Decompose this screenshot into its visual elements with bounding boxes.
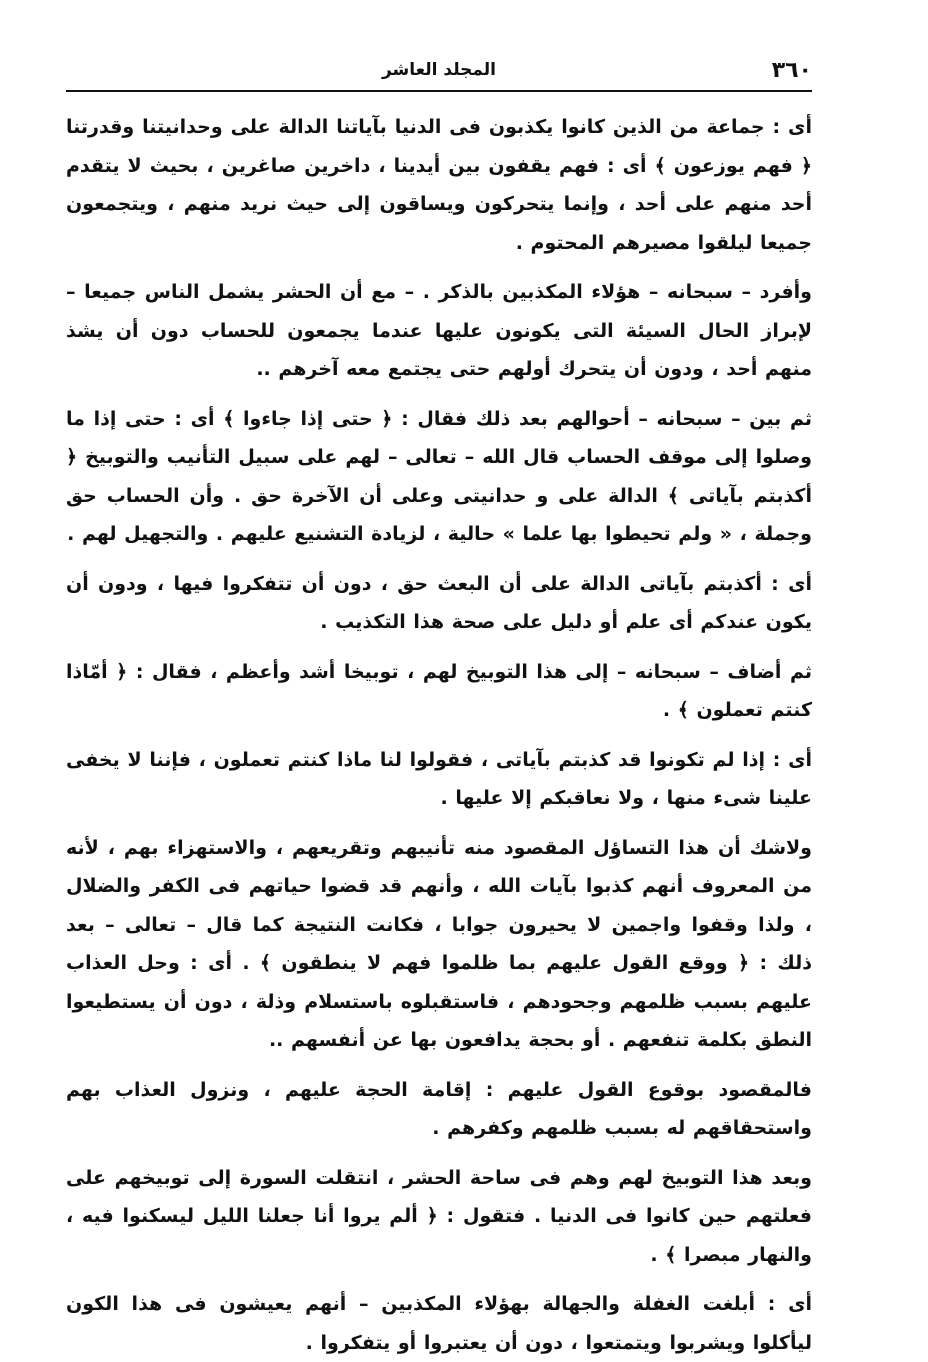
paragraph: ولاشك أن هذا التساؤل المقصود منه تأنيبهم وتقريعهم ، والاستهزاء بهم ، لأنه من المعروف أنهم كذبوا بآيات الله ، وأنهم قد قضوا حياتهم فى الكفر والضلال ، ولذا وقفوا واجمين لا يحيرون جوابا ، فكانت النتيجة كما قال – تعالى – بعد ذلك : ﴿ ووقع القول عليهم بما ظلموا فهم لا ينطقون ﴾ . أى : وحل العذاب عليهم بسبب ظلمهم وجحودهم ، فاستقبلوه باستسلام وذلة ، دون أن يستطيعوا النطق بكلمة تنفعهم . أو بحجة يدافعون بها عن أنفسهم .. xyxy=(66,836,812,1051)
paragraph: أى : أبلغت الغفلة والجهالة بهؤلاء المكذبين – أنهم يعيشون فى هذا الكون ليأكلوا ويشربوا ويتمتعوا ، دون أن يعتبروا أو يتفكروا . xyxy=(66,1293,812,1354)
running-title: المجلد العاشر xyxy=(381,60,497,80)
paragraph: ثم أضاف – سبحانه – إلى هذا التوبيخ لهم ، توبيخا أشد وأعظم ، فقال : ﴿ أمّاذا كنتم تعملون ﴾ . xyxy=(66,660,812,721)
paragraph: أى : جماعة من الذين كانوا يكذبون فى الدنيا بآياتنا الدالة على وحدانيتنا وقدرتنا ﴿ فهم يوزعون ﴾ أى : فهم يقفون بين أيدينا ، داخرين صاغرين ، بحيث لا يتقدم أحد منهم على أحد ، وإنما يتحركون ويساقون إلى حيث نريد منهم ، ويتجمعون جميعا ليلقوا مصيرهم المحتوم . xyxy=(66,116,812,254)
page-number: ٣٦٠ xyxy=(771,58,812,83)
paragraph: أى : إذا لم تكونوا قد كذبتم بآياتى ، فقولوا لنا ماذا كنتم تعملون ، فإننا لا يخفى علينا شىء منها ، ولا نعاقبكم إلا عليها . xyxy=(66,748,812,809)
paragraph: فالمقصود بوقوع القول عليهم : إقامة الحجة عليهم ، ونزول العذاب بهم واستحقاقهم له بسبب ظلمهم وكفرهم . xyxy=(66,1078,812,1139)
paragraph: وأفرد – سبحانه – هؤلاء المكذبين بالذكر . – مع أن الحشر يشمل الناس جميعا – لإبراز الحال السيئة التى يكونون عليها عندما يجمعون للحساب دون أن يشذ منهم أحد ، ودون أن يتحرك أولهم حتى يجتمع معه آخرهم .. xyxy=(66,281,812,380)
paragraph: أى : أكذبتم بآياتى الدالة على أن البعث حق ، دون أن تتفكروا فيها ، ودون أن يكون عندكم أى علم أو دليل على صحة هذا التكذيب . xyxy=(66,572,812,633)
body-text xyxy=(66,108,812,1362)
book-page xyxy=(66,52,812,1354)
paragraph: وبعد هذا التوبيخ لهم وهم فى ساحة الحشر ، انتقلت السورة إلى توبيخهم على فعلتهم حين كانوا فى الدنيا . فتقول : ﴿ ألم يروا أنا جعلنا الليل ليسكنوا فيه ، والنهار مبصرا ﴾ . xyxy=(66,1166,812,1266)
page-header xyxy=(66,52,812,92)
paragraph: ثم بين – سبحانه – أحوالهم بعد ذلك فقال : ﴿ حتى إذا جاءوا ﴾ أى : حتى إذا ما وصلوا إلى موقف الحساب قال الله – تعالى – لهم على سبيل التأنيب والتوبيخ ﴿ أكذبتم بآياتى ﴾ الدالة على و حدانيتى وعلى أن الآخرة حق . وأن الحساب حق وجملة ، « ولم تحيطوا بها علما » حالية ، لزيادة التشنيع عليهم . والتجهيل لهم . xyxy=(66,407,812,545)
